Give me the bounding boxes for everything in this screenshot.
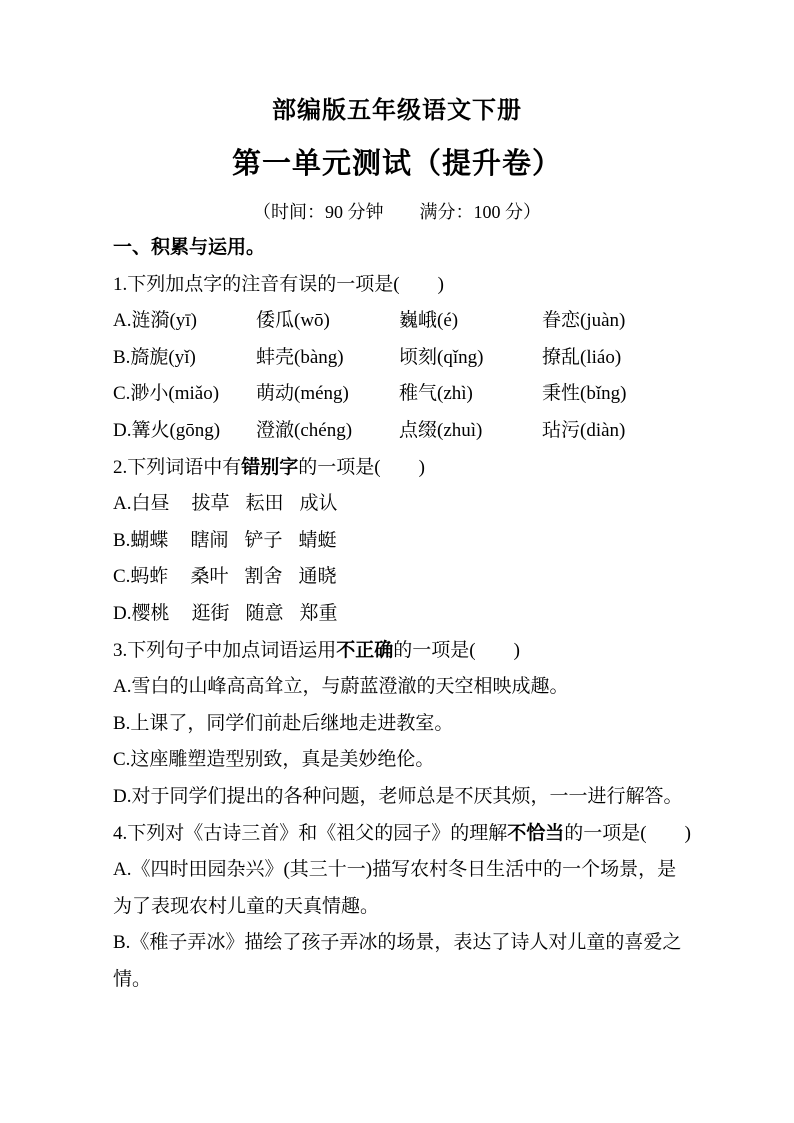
series-title: 部编版五年级语文下册 bbox=[272, 98, 522, 124]
q4-stem-pre: 4.下列对《古诗三首》和《祖父的园子》的理解 bbox=[113, 822, 508, 844]
q1-d-word-1: D.篝火(gōng) bbox=[113, 419, 221, 441]
q1-c-word-1: C.渺小(miǎo) bbox=[113, 383, 220, 405]
q2-a-word-3: 耘田 bbox=[245, 493, 284, 515]
q1-c-word-3: 稚气(zhì) bbox=[399, 383, 473, 405]
q1-b-word-3: 顷刻(qǐng) bbox=[399, 346, 484, 368]
q2-c-word-1: C.蚂蚱 bbox=[113, 566, 169, 588]
q1-b-word-2: 蚌壳(bàng) bbox=[256, 346, 344, 368]
section-heading: 一、积累与运用。 bbox=[113, 237, 266, 258]
q2-b-word-2: 瞎闹 bbox=[190, 529, 229, 551]
q2-d-word-2: 逛街 bbox=[191, 602, 230, 624]
q1-a-word-2: 倭瓜(wō) bbox=[256, 310, 330, 332]
exam-header bbox=[0, 0, 794, 224]
q1-d-word-2: 澄澈(chéng) bbox=[256, 419, 353, 441]
q2-d-word-1: D.樱桃 bbox=[113, 602, 170, 624]
q2-stem bbox=[113, 450, 684, 487]
q2-d-word-3: 随意 bbox=[245, 602, 284, 624]
q1-c-word-4: 秉性(bǐng) bbox=[542, 383, 627, 405]
q4-stem-post: 的一项是( ) bbox=[564, 822, 691, 844]
q1-option-b bbox=[113, 340, 684, 377]
q3-stem bbox=[113, 633, 684, 670]
exam-body bbox=[0, 230, 794, 998]
q3-stem-post: 的一项是( ) bbox=[393, 639, 520, 661]
q1-option-a bbox=[113, 303, 684, 340]
q2-stem-pre: 2.下列词语中有 bbox=[113, 456, 242, 478]
q2-c-word-4: 通晓 bbox=[298, 566, 337, 588]
q2-a-word-4: 成认 bbox=[299, 493, 338, 515]
q3-option-a: A.雪白的山峰高高耸立，与蔚蓝澄澈的天空相映成趣。 bbox=[113, 676, 569, 698]
q2-option-d bbox=[113, 596, 684, 633]
q3-option-d: D.对于同学们提出的各种问题，老师总是不厌其烦，一一进行解答。 bbox=[113, 785, 683, 807]
q2-b-word-3: 铲子 bbox=[244, 529, 283, 551]
q2-a-word-1: A.白昼 bbox=[113, 493, 170, 515]
q1-a-word-1: A.涟漪(yī) bbox=[113, 310, 197, 332]
q1-a-word-4: 眷恋(juàn) bbox=[542, 310, 626, 332]
q4-option-a-line1: A.《四时田园杂兴》(其三十一)描写农村冬日生活中的一个场景，是 bbox=[113, 859, 677, 881]
q2-option-b bbox=[113, 523, 684, 560]
q1-a-word-3: 巍峨(é) bbox=[399, 310, 459, 332]
q1-d-word-3: 点缀(zhuì) bbox=[399, 419, 483, 441]
q1-b-word-4: 撩乱(liáo) bbox=[542, 346, 622, 368]
q2-stem-post: 的一项是( ) bbox=[298, 456, 425, 478]
exam-meta: （时间：90 分钟 满分：100 分） bbox=[253, 202, 541, 222]
q2-option-a bbox=[113, 486, 684, 523]
q3-option-b: B.上课了，同学们前赴后继地走进教室。 bbox=[113, 712, 454, 734]
q4-stem bbox=[113, 816, 691, 853]
q3-stem-pre: 3.下列句子中加点词语运用 bbox=[113, 639, 337, 661]
q2-d-word-4: 郑重 bbox=[299, 602, 338, 624]
q2-c-word-2: 桑叶 bbox=[190, 566, 229, 588]
q3-stem-bold: 不正确 bbox=[336, 639, 394, 661]
q4-stem-bold: 不恰当 bbox=[507, 822, 565, 844]
q2-stem-bold: 错别字 bbox=[241, 456, 299, 478]
q2-b-word-1: B.蝴蝶 bbox=[113, 529, 169, 551]
q4-option-b-line2: 情。 bbox=[113, 968, 152, 990]
q1-d-word-4: 玷污(diàn) bbox=[542, 419, 626, 441]
q2-b-word-4: 蜻蜓 bbox=[298, 529, 337, 551]
exam-title: 第一单元测试（提升卷） bbox=[231, 148, 562, 180]
q3-option-c: C.这座雕塑造型别致，真是美妙绝伦。 bbox=[113, 749, 435, 771]
q2-c-word-3: 割舍 bbox=[244, 566, 283, 588]
q1-option-d bbox=[113, 413, 684, 450]
q1-b-word-1: B.旖旎(yǐ) bbox=[113, 346, 196, 368]
q1-stem: 1.下列加点字的注音有误的一项是( ) bbox=[113, 273, 444, 295]
q1-c-word-2: 萌动(méng) bbox=[256, 383, 349, 405]
q1-option-c bbox=[113, 376, 684, 413]
q4-option-a-line2: 为了表现农村儿童的天真情趣。 bbox=[113, 895, 380, 917]
q2-a-word-2: 拔草 bbox=[191, 493, 230, 515]
q2-option-c bbox=[113, 559, 684, 596]
q4-option-b-line1: B.《稚子弄冰》描绘了孩子弄冰的场景，表达了诗人对儿童的喜爱之 bbox=[113, 932, 682, 954]
